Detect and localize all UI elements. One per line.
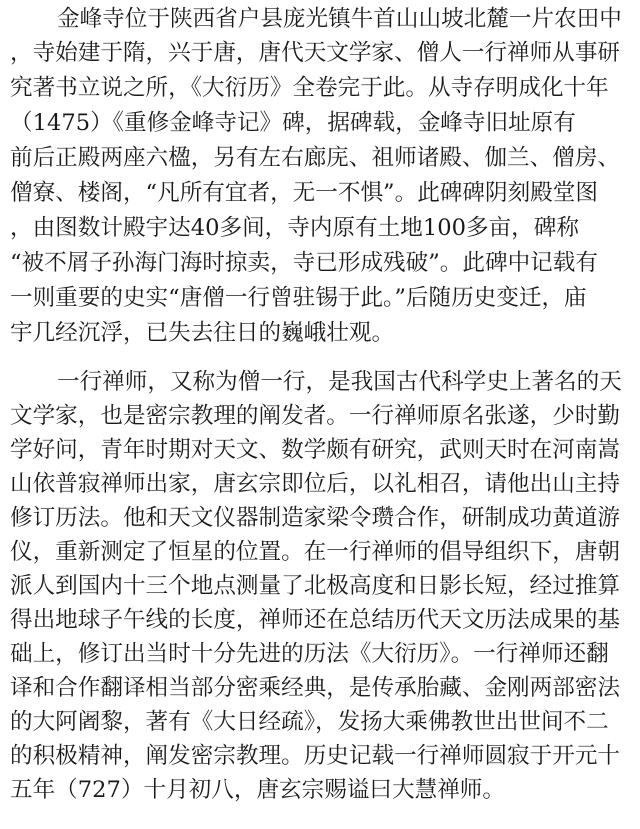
text-line: （1475）《重修金峰寺记》碑，据碑载，金峰寺旧址原有	[10, 110, 576, 136]
text-line: ，由图数计殿宇达40多间，寺内原有土地100多亩，碑称	[10, 215, 579, 241]
text-line: ，寺始建于隋，兴于唐，唐代天文学家、僧人一行禅师从事研	[10, 40, 621, 66]
text-line: 金峰寺位于陕西省户县庞光镇牛首山山坡北麓一片农田中	[57, 6, 622, 32]
text-line: 究著书立说之所，《大衍历》全卷完于此。从寺存明成化十年	[10, 75, 609, 101]
text-line: 一则重要的史实“唐僧一行曾驻锡于此。”后随历史变迁，庙	[10, 285, 587, 311]
text-line: 得出地球子午线的长度，禅师还在总结历代天文历法成果的基	[10, 607, 621, 633]
text-line: 学好问，青年时期对天文、数学颇有研究，武则天时在河南嵩	[10, 437, 621, 463]
text-line: 修订历法。他和天文仪器制造家梁令瓒合作，研制成功黄道游	[10, 505, 621, 531]
text-line: “被不屑子孙海门海时掠卖，寺已形成残破”。此碑中记载有	[10, 250, 598, 276]
text-line: 译和合作翻译相当部分密乘经典，是传承胎藏、金刚两部密法	[10, 675, 621, 701]
text-line: 宇几经沉浮，已失去往日的巍峨壮观。	[10, 320, 395, 346]
text-line: 前后正殿两座六楹，另有左右廊庑、祖师诸殿、伽兰、僧房、	[10, 145, 621, 171]
text-line: 的大阿阇黎，著有《大日经疏》，发扬大乘佛教世出世间不二	[10, 709, 609, 735]
text-line: 文学家，也是密宗教理的阐发者。一行禅师原名张遂，少时勤	[10, 403, 621, 429]
text-line: 一行禅师，又称为僧一行，是我国古代科学史上著名的天	[57, 369, 622, 395]
text-line: 山依普寂禅师出家，唐玄宗即位后，以礼相召，请他出山主持	[10, 471, 621, 497]
text-line: 的积极精神，阐发密宗教理。历史记载一行禅师圆寂于开元十	[10, 743, 621, 769]
text-line: 仪，重新测定了恒星的位置。在一行禅师的倡导组织下，唐朝	[10, 539, 621, 565]
text-line: 五年（727）十月初八，唐玄宗赐谥曰大慧禅师。	[10, 777, 505, 803]
text-line: 僧寮、楼阁，“凡所有宜者，无一不惧”。此碑碑阴刻殿堂图	[10, 180, 598, 206]
text-line: 派人到国内十三个地点测量了北极高度和日影长短，经过推算	[10, 573, 621, 599]
text-line: 础上，修订出当时十分先进的历法《大衍历》。一行禅师还翻	[10, 641, 609, 667]
